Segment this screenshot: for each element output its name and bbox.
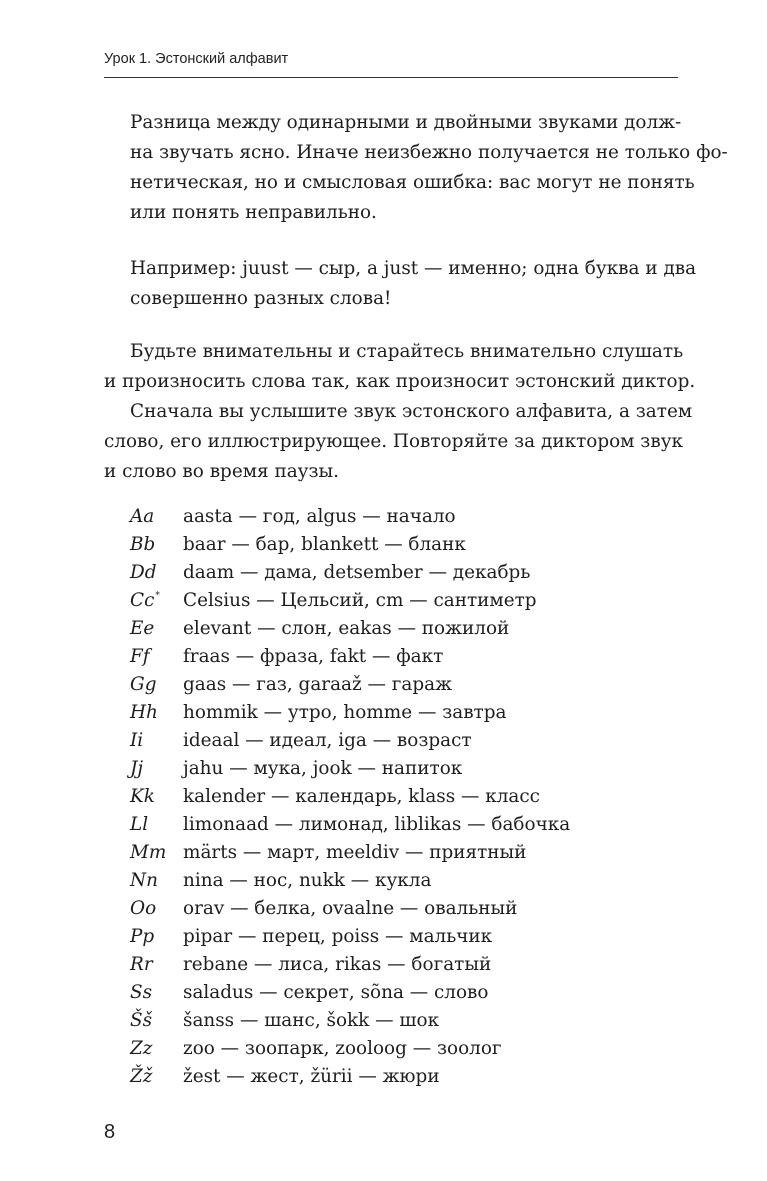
text-line: слово, его иллюстрирующее. Повторяйте за диктором звук [104, 431, 684, 452]
alphabet-row [130, 895, 678, 923]
letter-text: Kk [130, 786, 155, 807]
alphabet-letter [130, 1007, 152, 1035]
alphabet-example: rebane — лиса, rikas — богатый [183, 954, 492, 975]
alphabet-letter [130, 671, 156, 699]
letter-text: Nn [130, 870, 158, 891]
alphabet-letter [130, 923, 154, 951]
alphabet-row [130, 671, 678, 699]
alphabet-row [130, 643, 678, 671]
alphabet-letter [130, 727, 143, 755]
alphabet-example: aasta — год, algus — начало [183, 506, 456, 527]
letter-text: Šš [130, 1010, 153, 1031]
paragraph-instructions [104, 337, 696, 487]
text-line: на звучать ясно. Иначе неизбежно получается не только фо- [130, 142, 728, 163]
alphabet-example: Celsius — Цельсий, cm — сантиметр [183, 590, 537, 611]
alphabet-letter [130, 979, 152, 1007]
letter-text: Ii [130, 730, 144, 751]
text-line: нетическая, но и смысловая ошибка: вас могут не понять [130, 172, 695, 193]
letter-text: Bb [130, 534, 156, 555]
alphabet-example: daam — дама, detsember — декабрь [183, 562, 531, 583]
alphabet-row [130, 923, 678, 951]
footnote-mark: * [155, 591, 160, 601]
page-number: 8 [104, 1121, 116, 1143]
alphabet-letter [130, 503, 154, 531]
alphabet-letter [130, 811, 148, 839]
letter-text: Aa [130, 506, 155, 527]
alphabet-row [130, 559, 678, 587]
alphabet-example: hommik — утро, homme — завтра [183, 702, 507, 723]
letter-text: Ll [130, 814, 149, 835]
alphabet-example: gaas — газ, garaaž — гараж [183, 674, 453, 695]
alphabet-example: nina — нос, nukk — кукла [183, 870, 432, 891]
alphabet-row [130, 615, 678, 643]
alphabet-row [130, 587, 678, 615]
alphabet-letter [130, 867, 158, 895]
alphabet-example: märts — март, meeldiv — приятный [183, 842, 527, 863]
alphabet-row [130, 979, 678, 1007]
alphabet-letter [130, 755, 143, 783]
alphabet-example: orav — белка, ovaalne — овальный [183, 898, 518, 919]
alphabet-row [130, 503, 678, 531]
letter-text: Rr [130, 954, 153, 975]
letter-text: Mm [130, 842, 167, 863]
alphabet-row [130, 531, 678, 559]
alphabet-example: žest — жест, žürii — жюри [183, 1066, 440, 1087]
alphabet-row [130, 755, 678, 783]
alphabet-list [130, 503, 678, 1091]
alphabet-example: ideaal — идеал, iga — возраст [183, 730, 472, 751]
alphabet-example: limonaad — лимонад, liblikas — бабочка [183, 814, 571, 835]
alphabet-letter [130, 839, 166, 867]
alphabet-letter [130, 643, 150, 671]
alphabet-row [130, 1063, 678, 1091]
letter-text: Ee [130, 618, 155, 639]
letter-text: Hh [130, 702, 158, 723]
alphabet-row [130, 811, 678, 839]
alphabet-letter [130, 895, 156, 923]
alphabet-letter [130, 783, 155, 811]
letter-text: Oo [130, 898, 157, 919]
alphabet-letter [130, 1035, 152, 1063]
alphabet-letter [130, 531, 155, 559]
alphabet-example: zoo — зоопарк, zooloog — зоолог [183, 1038, 502, 1059]
text-line: и произносить слова так, как произносит эстонский диктор. [104, 371, 696, 392]
alphabet-example: elevant — слон, eakas — пожилой [183, 618, 510, 639]
letter-text: Pp [130, 926, 155, 947]
letter-text: Cc [130, 590, 155, 611]
alphabet-row [130, 699, 678, 727]
text-line: Разница между одинарными и двойными звуками долж- [130, 112, 682, 133]
header-divider [104, 77, 678, 78]
text-line: Например: juust — сыр, а just — именно; одна буква и два [130, 258, 697, 279]
alphabet-row [130, 839, 678, 867]
text-line: совершенно разных слова! [130, 288, 392, 309]
letter-text: Žž [130, 1066, 153, 1087]
alphabet-row [130, 727, 678, 755]
alphabet-letter [130, 951, 153, 979]
letter-text: Ss [130, 982, 153, 1003]
text-line: и слово во время паузы. [104, 461, 340, 482]
text-line: Будьте внимательны и старайтесь внимательно слушать [130, 341, 684, 362]
paragraph-sound-difference [130, 108, 728, 228]
letter-text: Jj [130, 758, 144, 779]
alphabet-row [130, 951, 678, 979]
alphabet-example: kalender — календарь, klass — класс [183, 786, 540, 807]
alphabet-row [130, 867, 678, 895]
paragraph-example [130, 254, 697, 314]
letter-text: Ff [130, 646, 150, 667]
running-head: Урок 1. Эстонский алфавит [104, 51, 289, 67]
alphabet-example: jahu — мука, jook — напиток [183, 758, 463, 779]
alphabet-letter [130, 1063, 152, 1091]
alphabet-letter [130, 587, 160, 618]
letter-text: Dd [130, 562, 157, 583]
alphabet-example: saladus — секрет, sõna — слово [183, 982, 489, 1003]
alphabet-row [130, 1035, 678, 1063]
alphabet-row [130, 783, 678, 811]
letter-text: Zz [130, 1038, 153, 1059]
alphabet-row [130, 1007, 678, 1035]
alphabet-example: fraas — фраза, fakt — факт [183, 646, 444, 667]
alphabet-example: baar — бар, blankett — бланк [183, 534, 466, 555]
alphabet-letter [130, 559, 157, 587]
letter-text: Gg [130, 674, 157, 695]
alphabet-letter [130, 615, 154, 643]
text-line: или понять неправильно. [130, 202, 377, 223]
text-line: Сначала вы услышите звук эстонского алфавита, а затем [130, 401, 693, 422]
alphabet-example: šanss — шанс, šokk — шок [183, 1010, 440, 1031]
alphabet-example: pipar — перец, poiss — мальчик [183, 926, 493, 947]
alphabet-letter [130, 699, 158, 727]
